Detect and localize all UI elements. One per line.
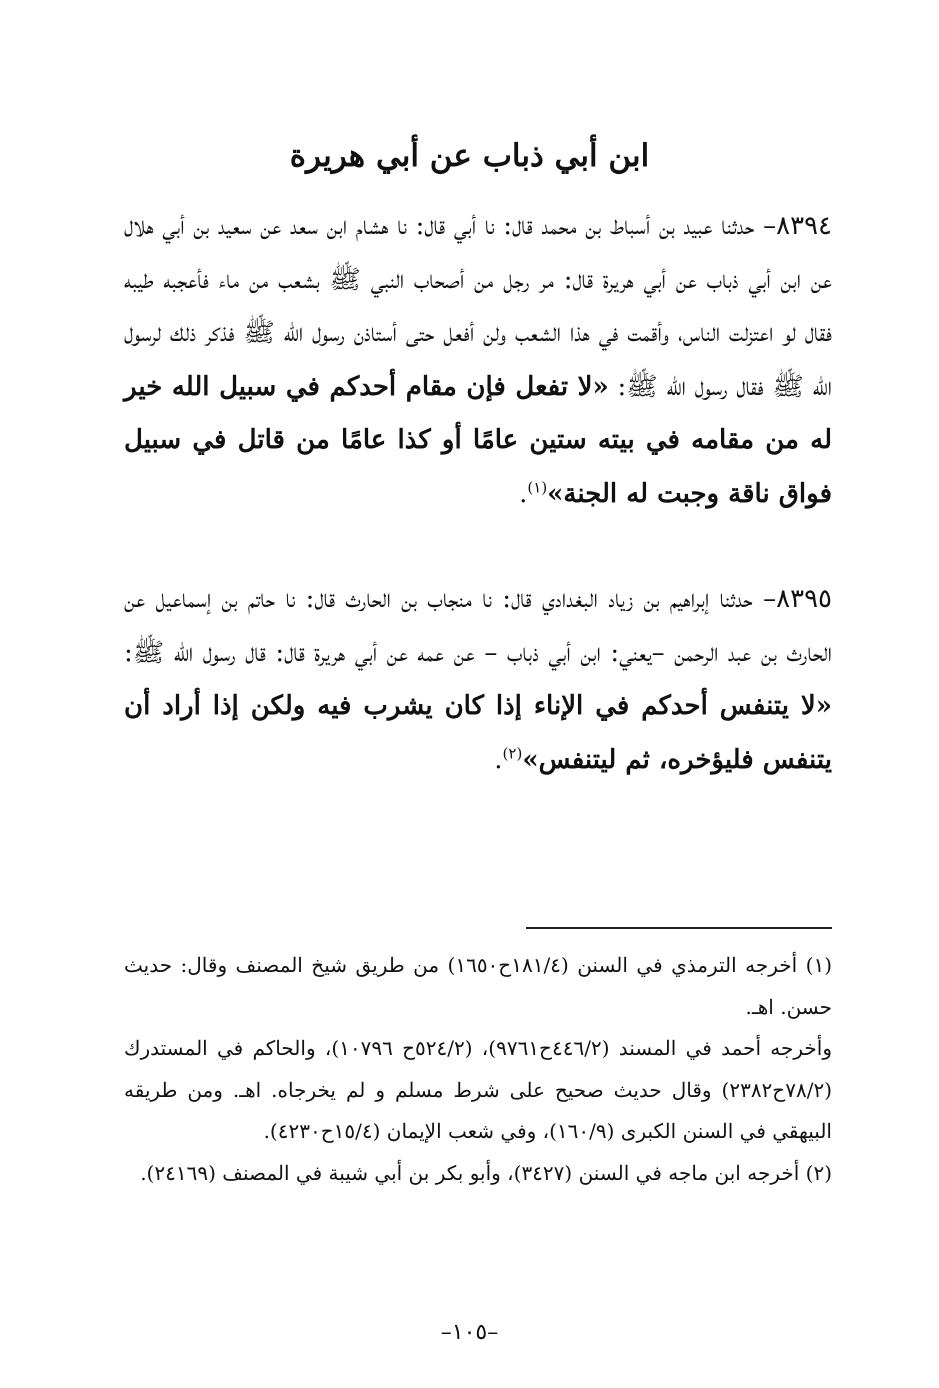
hadith-end: . <box>519 478 528 509</box>
hadith-number: ٨٣٩٥ <box>776 584 832 614</box>
hadith-quote-bold: «لا تفعل فإن مقام أحدكم في سبيل الله خير له من مقامه في بيته ستين عامًا أو كذا عامًا من قاتل في سبيل فواق ناقة وجبت له الجنة» <box>124 371 832 509</box>
footnote-reference[interactable]: (١) <box>527 477 548 496</box>
hadith-8394 <box>124 200 832 521</box>
footnote-marker: (١) <box>805 953 833 977</box>
hadith-end: . <box>494 744 503 775</box>
footnote-2 <box>124 1153 832 1195</box>
footnote-text: أخرجه الترمذي في السنن (١٨١/٤ح١٦٥٠) من طريق شيخ المصنف وقال: حديث حسن. اهـ. <box>124 953 832 1019</box>
footnote-text: وأخرجه أحمد في المسند (٤٤٦/٢ح٩٧٦١)، (٥٢٤/٢ح ١٠٧٩٦)، والحاكم في المستدرك (٧٨/٢ح٢٣٨٢) وقال حديث صحيح على شرط مسلم و لم يخرجاه. اهـ. ومن طريقه البيهقي في السنن الكبرى (١٦٠/٩)، وفي شعب الإيمان (١٥/٤ح٤٢٣٠). <box>124 1036 833 1143</box>
hadith-quote-bold: «لا يتنفس أحدكم في الإناء إذا كان يشرب فيه ولكن إذا أراد أن يتنفس فليؤخره، ثم ليتنفس» <box>124 691 832 775</box>
footnote-marker: (٢) <box>805 1160 832 1185</box>
hadith-text: – حدثنا إبراهيم بن زياد البغدادي قال: نا منجاب بن الحارث قال: نا حاتم بن إسماعيل عن الحارث بن عبد الرحمن –يعني: ابن أبي ذباب – عن عمه عن أبي هريرة قال: قال رسول الله ﷺ: <box>124 584 832 668</box>
footnotes <box>124 945 832 1194</box>
footnote-1 <box>124 945 832 1028</box>
footnote-text: أخرجه ابن ماجه في السنن (٣٤٢٧)، وأبو بكر بن أبي شيبة في المصنف (٢٤١٦٩). <box>140 1160 800 1185</box>
footnote-separator <box>526 927 832 929</box>
hadith-number: ٨٣٩٤ <box>776 211 832 241</box>
page-title: ابن أبي ذباب عن أبي هريرة <box>289 138 650 174</box>
footnote-1-continued <box>124 1028 832 1153</box>
hadith-text: – حدثنا عبيد بن أسباط بن محمد قال: نا أبي قال: نا هشام ابن سعد عن سعيد بن أبي هلال عن ابن أبي ذباب عن أبي هريرة قال: مر رجل من أصحاب النبي ﷺ بشعب من ماء فأعجبه طيبه فقال لو اعتزلت الناس، وأقمت في هذا الشعب ولن أفعل حتى أستاذن رسول الله ﷺ فذكر ذلك لرسول الله ﷺ فقال رسول الله ﷺ: <box>124 211 832 402</box>
page-number: –١٠٥– <box>440 1320 499 1345</box>
footnote-reference[interactable]: (٢) <box>502 743 523 762</box>
hadith-8395 <box>124 573 832 787</box>
